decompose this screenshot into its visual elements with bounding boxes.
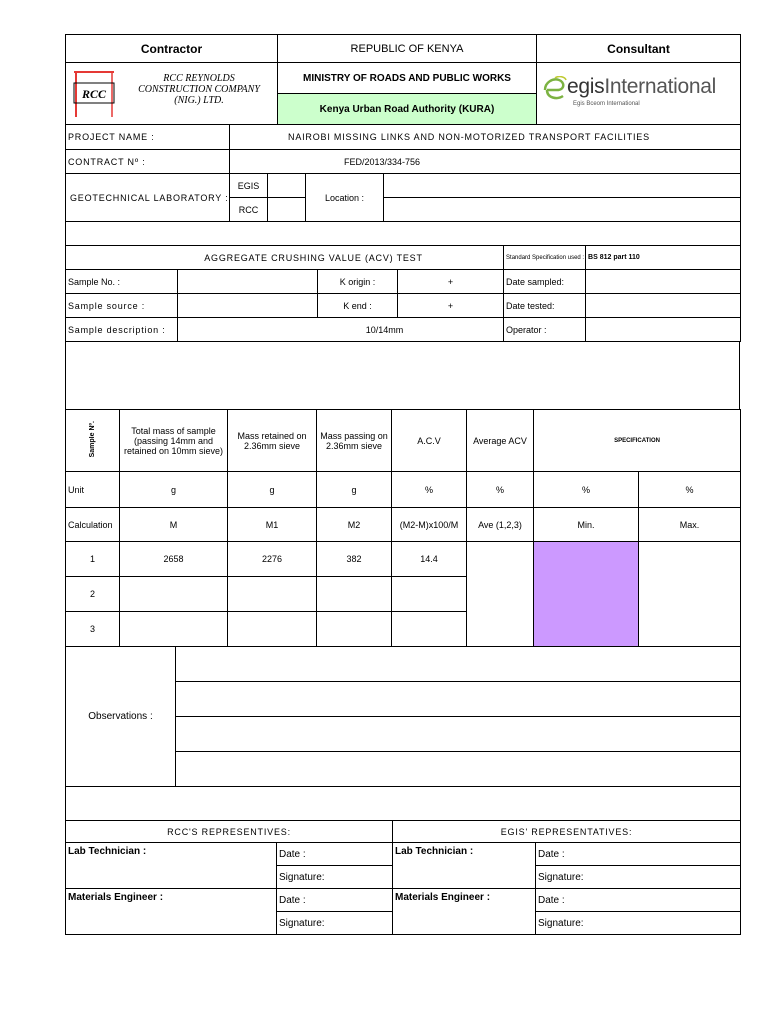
egis-lab-tech-signature[interactable]: Signature:	[536, 866, 741, 889]
row-passing[interactable]	[317, 577, 392, 612]
observation-line-3[interactable]	[176, 717, 741, 752]
contract-label: CONTRACT Nº :	[66, 150, 230, 174]
row-total[interactable]	[120, 577, 228, 612]
rcc-company-line1: RCC REYNOLDS	[163, 72, 235, 84]
date-tested-value[interactable]	[586, 294, 741, 318]
sample-no-label: Sample No. :	[66, 270, 178, 294]
observation-line-4[interactable]	[176, 752, 741, 787]
table-row	[66, 542, 741, 577]
rcc-logo-cell	[66, 63, 278, 125]
k-end-value[interactable]: +	[398, 294, 504, 318]
row-retained[interactable]	[228, 612, 317, 647]
average-acv-value[interactable]	[467, 542, 534, 647]
form-header	[65, 34, 741, 125]
row-no: 2	[66, 577, 120, 612]
calc-total: M	[120, 508, 228, 542]
rcc-lab-tech-date[interactable]: Date :	[277, 843, 393, 866]
unit-retained: g	[228, 472, 317, 508]
location-value-1[interactable]	[384, 174, 741, 198]
sample-info	[65, 245, 741, 342]
egis-lab-technician-label: Lab Technician :	[393, 843, 536, 889]
col-sample-no	[66, 410, 120, 472]
sample-no-value[interactable]	[178, 270, 318, 294]
republic-title: REPUBLIC OF KENYA	[278, 35, 537, 63]
egis-word-international: International	[604, 74, 717, 98]
location-value-2[interactable]	[384, 198, 741, 222]
lab-label: GEOTECHNICAL LABORATORY :	[66, 174, 230, 222]
lab-egis: EGIS	[230, 174, 268, 198]
calc-acv: (M2-M)x100/M	[392, 508, 467, 542]
unit-min: %	[534, 472, 639, 508]
contract-value: FED/2013/334-756	[230, 150, 741, 174]
col-sample-no-text: Sample Nº.	[89, 421, 96, 458]
unit-max: %	[639, 472, 741, 508]
blank-area	[65, 341, 740, 410]
rcc-materials-engineer-label: Materials Engineer :	[66, 889, 277, 935]
rcc-lab-technician-label: Lab Technician :	[66, 843, 277, 889]
observation-line-2[interactable]	[176, 682, 741, 717]
signatures	[65, 820, 741, 935]
lab-rcc: RCC	[230, 198, 268, 222]
row-retained[interactable]: 2276	[228, 542, 317, 577]
rcc-company-line3: (NIG.) LTD.	[174, 94, 224, 106]
row-total[interactable]	[120, 612, 228, 647]
sample-description-value[interactable]: 10/14mm	[178, 318, 504, 342]
calc-label: Calculation	[66, 508, 120, 542]
spec-max-value[interactable]	[639, 542, 741, 647]
spec-min-value[interactable]	[534, 542, 639, 647]
col-mass-retained: Mass retained on 2.36mm sieve	[228, 410, 317, 472]
col-average: Average ACV	[467, 410, 534, 472]
authority-name: Kenya Urban Road Authority (KURA)	[278, 94, 537, 125]
sample-source-value[interactable]	[178, 294, 318, 318]
spec-value: BS 812 part 110	[586, 246, 741, 270]
rcc-materials-eng-date[interactable]: Date :	[277, 889, 393, 912]
calc-average: Ave (1,2,3)	[467, 508, 534, 542]
col-total-mass: Total mass of sample (passing 14mm and retained on 10mm sieve)	[120, 410, 228, 472]
calc-min: Min.	[534, 508, 639, 542]
rcc-materials-eng-signature[interactable]: Signature:	[277, 912, 393, 935]
test-title: AGGREGATE CRUSHING VALUE (ACV) TEST	[66, 246, 504, 270]
blank-row	[66, 787, 741, 821]
operator-label: Operator :	[504, 318, 586, 342]
lab-egis-check[interactable]	[268, 174, 306, 198]
egis-lab-tech-date[interactable]: Date :	[536, 843, 741, 866]
egis-word: egis	[567, 74, 605, 98]
k-end-label: K end :	[318, 294, 398, 318]
rcc-logo-text: RCC	[81, 86, 106, 101]
acv-test-form	[65, 34, 740, 935]
rcc-company-line2: CONSTRUCTION COMPANY	[138, 83, 260, 95]
observation-line-1[interactable]	[176, 647, 741, 682]
project-info	[65, 124, 741, 246]
row-acv[interactable]	[392, 612, 467, 647]
egis-wordmark	[567, 75, 716, 99]
results-table	[65, 409, 741, 647]
blank-row	[66, 222, 741, 246]
egis-logo	[537, 65, 740, 123]
egis-materials-engineer-label: Materials Engineer :	[393, 889, 536, 935]
unit-average: %	[467, 472, 534, 508]
observations	[65, 646, 741, 821]
egis-materials-eng-date[interactable]: Date :	[536, 889, 741, 912]
rcc-company-name	[124, 73, 274, 106]
row-no: 1	[66, 542, 120, 577]
rcc-representatives-heading: RCC'S REPRESENTIVES:	[66, 821, 393, 843]
row-passing[interactable]	[317, 612, 392, 647]
row-no: 3	[66, 612, 120, 647]
row-total[interactable]: 2658	[120, 542, 228, 577]
project-name-value: NAIROBI MISSING LINKS AND NON-MOTORIZED TRANSPORT FACILITIES	[230, 125, 741, 150]
date-sampled-value[interactable]	[586, 270, 741, 294]
col-mass-passing: Mass passing on 2.36mm sieve	[317, 410, 392, 472]
blank-area-cell	[66, 342, 740, 410]
col-acv: A.C.V	[392, 410, 467, 472]
operator-value[interactable]	[586, 318, 741, 342]
row-passing[interactable]: 382	[317, 542, 392, 577]
unit-acv: %	[392, 472, 467, 508]
date-tested-label: Date tested:	[504, 294, 586, 318]
calc-passing: M2	[317, 508, 392, 542]
egis-materials-eng-signature[interactable]: Signature:	[536, 912, 741, 935]
sample-description-label: Sample description :	[66, 318, 178, 342]
egis-representatives-heading: EGIS' REPRESENTATIVES:	[393, 821, 741, 843]
rcc-logo	[72, 69, 116, 119]
egis-logo-cell	[537, 63, 741, 125]
k-origin-value[interactable]: +	[398, 270, 504, 294]
egis-subtitle: Egis Bceom International	[573, 100, 640, 107]
consultant-label: Consultant	[537, 35, 741, 63]
row-acv[interactable]: 14.4	[392, 542, 467, 577]
project-name-label: PROJECT NAME :	[66, 125, 230, 150]
egis-leaf-icon	[541, 76, 569, 102]
spec-label: Standard Specification used :	[504, 246, 586, 270]
unit-label: Unit	[66, 472, 120, 508]
observations-label: Observations :	[66, 647, 176, 787]
unit-passing: g	[317, 472, 392, 508]
date-sampled-label: Date sampled:	[504, 270, 586, 294]
rcc-lab-tech-signature[interactable]: Signature:	[277, 866, 393, 889]
calc-retained: M1	[228, 508, 317, 542]
location-label: Location :	[306, 174, 384, 222]
ministry-name: MINISTRY OF ROADS AND PUBLIC WORKS	[278, 63, 537, 94]
unit-total: g	[120, 472, 228, 508]
row-retained[interactable]	[228, 577, 317, 612]
lab-rcc-check[interactable]	[268, 198, 306, 222]
contractor-label: Contractor	[66, 35, 278, 63]
sample-source-label: Sample source :	[66, 294, 178, 318]
row-acv[interactable]	[392, 577, 467, 612]
k-origin-label: K origin :	[318, 270, 398, 294]
col-specification: SPECIFICATION	[534, 410, 741, 472]
calc-max: Max.	[639, 508, 741, 542]
